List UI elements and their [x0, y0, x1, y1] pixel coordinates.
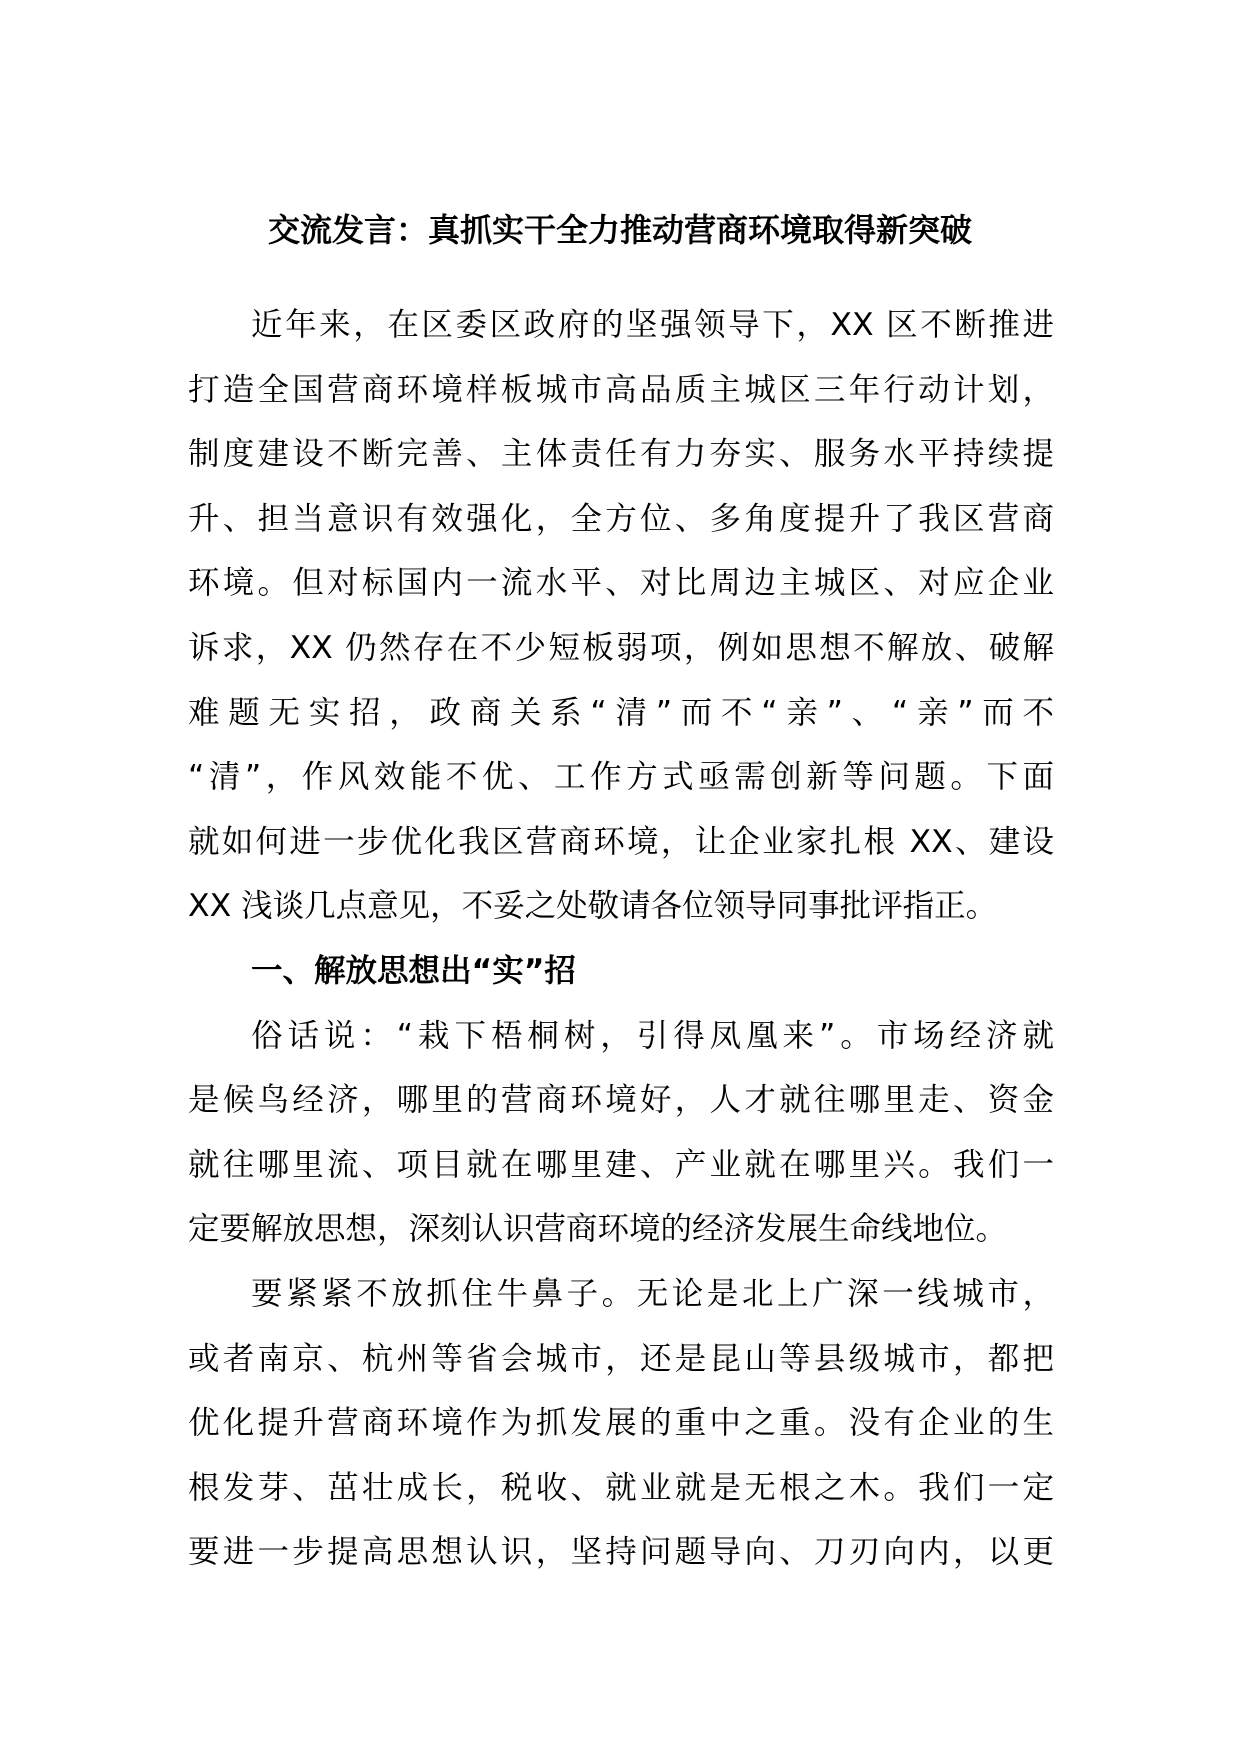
text-line: 升、担当意识有效强化，全方位、多角度提升了我区营商 [188, 500, 1054, 537]
text-line: 环境。但对标国内一流水平、对比周边主城区、对应企业 [188, 565, 1054, 602]
text-line: 难题无实招，政商关系“清”而不“亲”、“亲”而不 [188, 694, 1054, 731]
text-line: 要进一步提高思想认识，坚持问题导向、刀刃向内，以更 [188, 1534, 1054, 1571]
text-line: 制度建设不断完善、主体责任有力夯实、服务水平持续提 [188, 436, 1054, 473]
text-line: 要紧紧不放抓住牛鼻子。无论是北上广深一线城市， [251, 1275, 1054, 1312]
text-line: 打造全国营商环境样板城市高品质主城区三年行动计划， [188, 371, 1054, 408]
text-line: “清”，作风效能不优、工作方式亟需创新等问题。下面 [188, 759, 1055, 796]
text-line: 或者南京、杭州等省会城市，还是昆山等县级城市，都把 [188, 1340, 1054, 1377]
text-line: 诉求，XX 仍然存在不少短板弱项，例如思想不解放、破解 [188, 629, 1054, 666]
text-line: 就如何进一步优化我区营商环境，让企业家扎根 XX、建设 [188, 823, 1054, 860]
section-heading: 一、解放思想出“实”招 [251, 952, 576, 989]
text-line: 定要解放思想，深刻认识营商环境的经济发展生命线地位。 [188, 1211, 1008, 1248]
text-line: 优化提升营商环境作为抓发展的重中之重。没有企业的生 [188, 1405, 1054, 1442]
text-line: 近年来，在区委区政府的坚强领导下，XX 区不断推进 [251, 307, 1054, 343]
text-line: 是候鸟经济，哪里的营商环境好，人才就往哪里走、资金 [188, 1082, 1054, 1119]
document-title: 交流发言：真抓实干全力推动营商环境取得新突破 [267, 211, 972, 249]
text-line: 就往哪里流、项目就在哪里建、产业就在哪里兴。我们一 [188, 1146, 1054, 1183]
text-line: XX 浅谈几点意见，不妥之处敬请各位领导同事批评指正。 [188, 888, 998, 925]
text-line: 根发芽、茁壮成长，税收、就业就是无根之木。我们一定 [188, 1469, 1054, 1506]
document-body [188, 293, 1054, 1585]
text-line: 俗话说：“栽下梧桐树，引得凤凰来”。市场经济就 [251, 1017, 1054, 1054]
